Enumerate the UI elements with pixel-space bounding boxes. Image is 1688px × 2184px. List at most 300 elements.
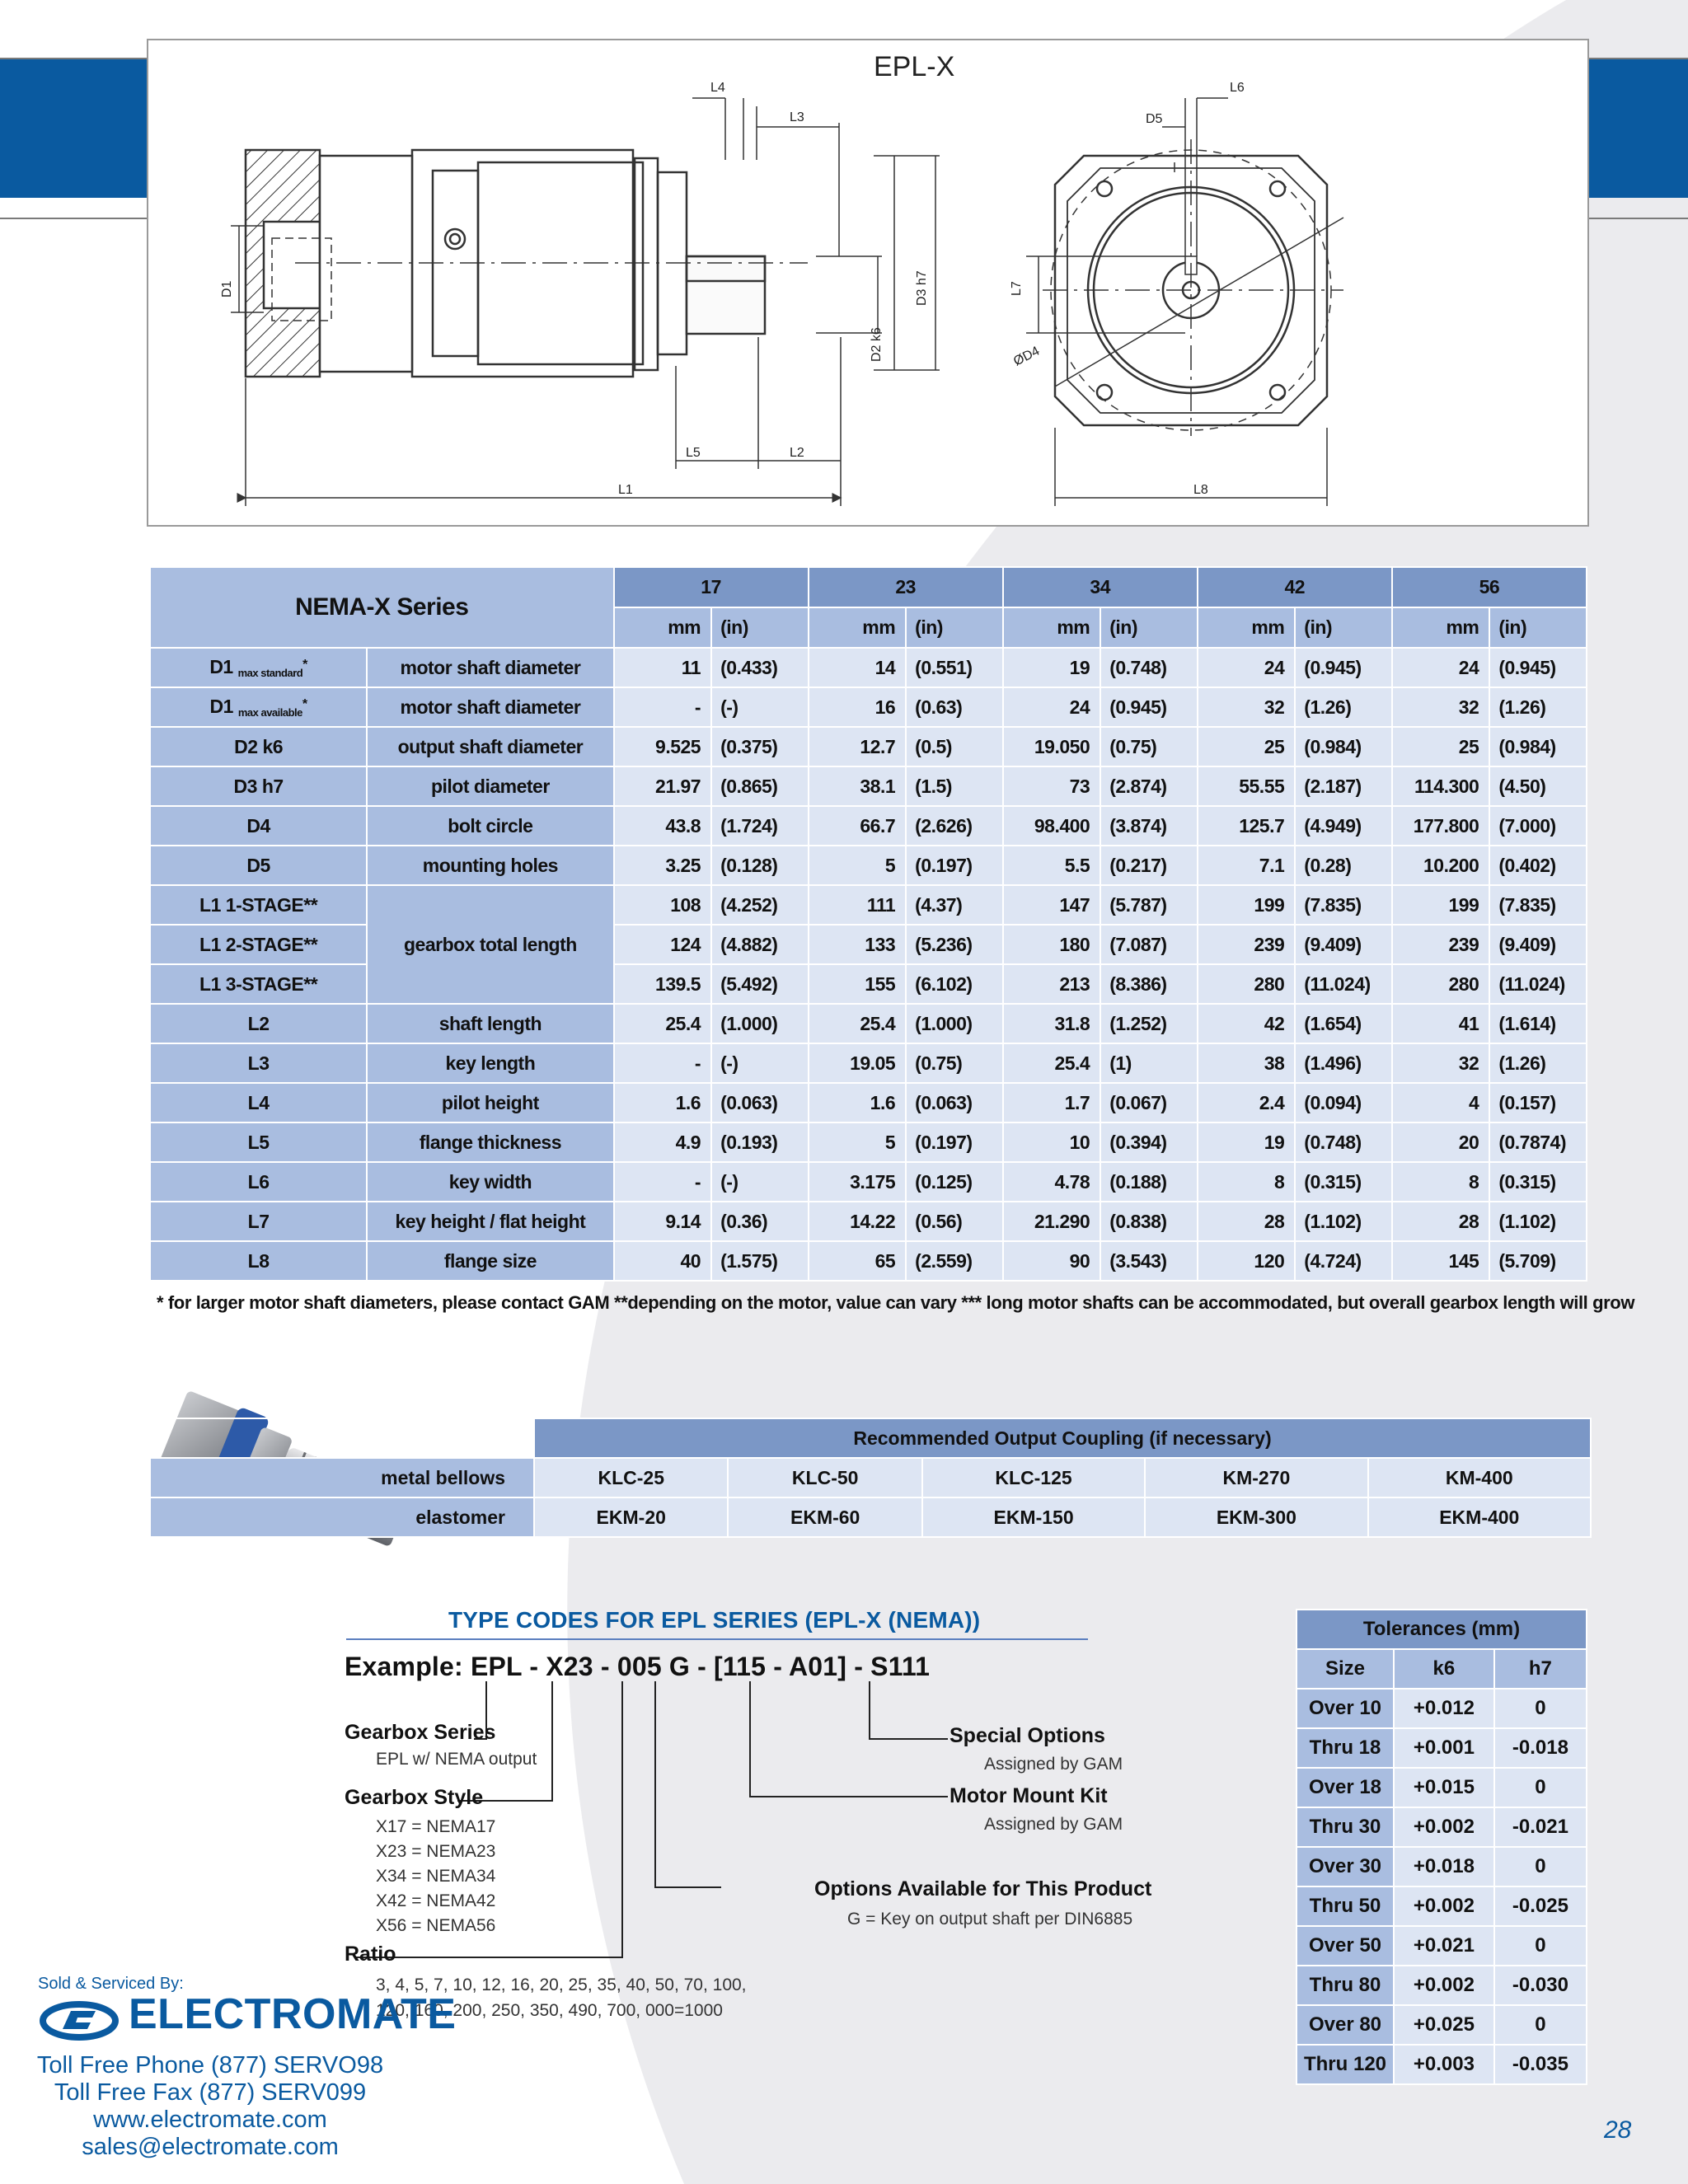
value-mm: 24 (1198, 648, 1296, 687)
row-description: gearbox total length (367, 885, 613, 1004)
dim-label-l1: L1 (618, 483, 633, 497)
value-in: (0.157) (1489, 1083, 1587, 1122)
motor-mount-kit-label: Motor Mount Kit (950, 1784, 1108, 1807)
tolerance-size: Thru 18 (1296, 1728, 1394, 1768)
value-in: (0.984) (1295, 727, 1392, 766)
value-in: (0.75) (906, 1043, 1003, 1083)
tolerance-size: Thru 30 (1296, 1807, 1394, 1847)
special-options-label: Special Options (950, 1724, 1105, 1747)
electromate-logo-text: ELECTROMATE (129, 1990, 457, 2038)
value-in: (4.882) (711, 925, 809, 964)
coupling-cell: KM-270 (1145, 1458, 1367, 1497)
dim-label-d1: D1 (220, 280, 234, 298)
tolerance-value: -0.025 (1494, 1886, 1587, 1926)
series-title: NEMA-X Series (150, 567, 614, 648)
dealer-website[interactable]: www.electromate.com (93, 2107, 327, 2133)
ratio-label: Ratio (345, 1943, 396, 1966)
value-in: (1.000) (711, 1004, 809, 1043)
tolerance-value: +0.025 (1394, 2005, 1494, 2045)
value-in: (1.496) (1295, 1043, 1392, 1083)
tolerances-header: k6 (1394, 1649, 1494, 1689)
gearbox-style-option: X34 = NEMA34 (376, 1867, 496, 1886)
value-mm: 177.800 (1392, 806, 1490, 846)
value-mm: 28 (1198, 1202, 1296, 1241)
unit-in-header: (in) (711, 607, 809, 648)
value-mm: 4.78 (1003, 1162, 1101, 1202)
row-code (150, 648, 367, 687)
row-description: pilot height (367, 1083, 613, 1122)
header-rule (0, 58, 147, 59)
value-mm: 28 (1392, 1202, 1490, 1241)
value-in: (0.197) (906, 846, 1003, 885)
value-mm: 14.22 (809, 1202, 907, 1241)
tolerance-value: 0 (1494, 2005, 1587, 2045)
row-code-text: L1 2-STAGE** (199, 933, 318, 955)
table-row (1296, 1768, 1587, 1807)
value-in: (9.409) (1489, 925, 1587, 964)
row-description: mounting holes (367, 846, 613, 885)
ratio-values: 120, 160, 200, 250, 350, 490, 700, 000=1000 (376, 2001, 723, 2020)
tolerance-value: 0 (1494, 1847, 1587, 1886)
value-in: (11.024) (1489, 964, 1587, 1004)
row-code-text: D3 h7 (233, 775, 284, 797)
tolerance-value: +0.018 (1394, 1847, 1494, 1886)
unit-mm-header: mm (1392, 607, 1490, 648)
value-mm: 73 (1003, 766, 1101, 806)
row-code-text: L1 3-STAGE** (199, 972, 318, 995)
value-mm: 280 (1392, 964, 1490, 1004)
row-code-text: L3 (247, 1052, 270, 1074)
value-in: (0.28) (1295, 846, 1392, 885)
tolerance-value: +0.015 (1394, 1768, 1494, 1807)
tolerance-value: +0.012 (1394, 1689, 1494, 1728)
dealer-email[interactable]: sales@electromate.com (82, 2134, 339, 2160)
value-mm: 19.050 (1003, 727, 1101, 766)
table-row (150, 1083, 1587, 1122)
coupling-cell: EKM-60 (728, 1497, 921, 1537)
value-mm: 3.25 (614, 846, 712, 885)
unit-mm-header: mm (809, 607, 907, 648)
unit-mm-header: mm (614, 607, 712, 648)
technical-drawing (147, 39, 1589, 527)
value-mm: 9.525 (614, 727, 712, 766)
size-header: 23 (809, 567, 1003, 607)
value-mm: 55.55 (1198, 766, 1296, 806)
value-mm: 9.14 (614, 1202, 712, 1241)
value-in: (4.949) (1295, 806, 1392, 846)
value-in: (0.945) (1100, 687, 1198, 727)
unit-mm-header: mm (1198, 607, 1296, 648)
value-in: (0.315) (1489, 1162, 1587, 1202)
size-header: 34 (1003, 567, 1198, 607)
value-mm: 239 (1198, 925, 1296, 964)
row-code (150, 806, 367, 846)
row-code-superscript: * (302, 658, 307, 672)
value-mm: 19.05 (809, 1043, 907, 1083)
value-mm: 14 (809, 648, 907, 687)
row-description: flange thickness (367, 1122, 613, 1162)
value-mm: 32 (1198, 687, 1296, 727)
tolerance-value: 0 (1494, 1926, 1587, 1966)
coupling-cell: EKM-400 (1368, 1497, 1591, 1537)
value-in: (0.945) (1489, 648, 1587, 687)
row-description: shaft length (367, 1004, 613, 1043)
table-row (150, 885, 1587, 925)
value-in: (1.252) (1100, 1004, 1198, 1043)
value-mm: 11 (614, 648, 712, 687)
spec-table-body (150, 648, 1587, 1281)
coupling-cell: KM-400 (1368, 1458, 1591, 1497)
ratio-values: 3, 4, 5, 7, 10, 12, 16, 20, 25, 35, 40, 50, 70, 100, (376, 1975, 747, 1994)
value-in: (1.5) (906, 766, 1003, 806)
value-in: (3.543) (1100, 1241, 1198, 1281)
unit-in-header: (in) (1295, 607, 1392, 648)
type-codes-rule (346, 1638, 1088, 1640)
value-mm: 98.400 (1003, 806, 1101, 846)
value-in: (0.375) (711, 727, 809, 766)
table-row (150, 1241, 1587, 1281)
dim-label-l5: L5 (686, 446, 701, 460)
value-in: (0.984) (1489, 727, 1587, 766)
value-mm: 40 (614, 1241, 712, 1281)
gearbox-style-label: Gearbox Style (345, 1786, 484, 1809)
value-in: (1.26) (1489, 687, 1587, 727)
value-mm: - (614, 687, 712, 727)
value-mm: 4 (1392, 1083, 1490, 1122)
table-row (150, 727, 1587, 766)
value-mm: 199 (1198, 885, 1296, 925)
value-in: (7.835) (1295, 885, 1392, 925)
value-mm: 4.9 (614, 1122, 712, 1162)
row-code-text: L2 (247, 1012, 270, 1034)
value-mm: 20 (1392, 1122, 1490, 1162)
value-in: (0.188) (1100, 1162, 1198, 1202)
size-header: 17 (614, 567, 809, 607)
value-in: (4.252) (711, 885, 809, 925)
dealer-fax: Toll Free Fax (877) SERV099 (54, 2079, 367, 2106)
electromate-logo-icon (38, 1994, 127, 2044)
value-mm: 1.6 (614, 1083, 712, 1122)
value-in: (4.724) (1295, 1241, 1392, 1281)
value-mm: 41 (1392, 1004, 1490, 1043)
row-code (150, 1004, 367, 1043)
value-in: (0.7874) (1489, 1122, 1587, 1162)
tolerance-size: Over 10 (1296, 1689, 1394, 1728)
options-label: Options Available for This Product (814, 1877, 1152, 1900)
value-in: (0.094) (1295, 1083, 1392, 1122)
gearbox-series-label: Gearbox Series (345, 1721, 496, 1744)
value-mm: 10 (1003, 1122, 1101, 1162)
value-in: (-) (711, 687, 809, 727)
value-in: (0.75) (1100, 727, 1198, 766)
row-code (150, 964, 367, 1004)
table-row (1296, 1926, 1587, 1966)
value-mm: 125.7 (1198, 806, 1296, 846)
gearbox-style-option: X56 = NEMA56 (376, 1916, 496, 1935)
value-mm: 21.290 (1003, 1202, 1101, 1241)
value-in: (0.433) (711, 648, 809, 687)
tolerance-value: +0.002 (1394, 1807, 1494, 1847)
tolerance-value: +0.002 (1394, 1886, 1494, 1926)
dim-label-l7: L7 (1010, 281, 1024, 296)
value-in: (5.709) (1489, 1241, 1587, 1281)
row-code-text: D1 (209, 656, 233, 677)
value-in: (7.835) (1489, 885, 1587, 925)
value-mm: 280 (1198, 964, 1296, 1004)
tolerance-size: Over 80 (1296, 2005, 1394, 2045)
value-in: (0.067) (1100, 1083, 1198, 1122)
value-mm: 108 (614, 885, 712, 925)
table-row (150, 1004, 1587, 1043)
value-in: (0.551) (906, 648, 1003, 687)
value-mm: 66.7 (809, 806, 907, 846)
drawing-svg (148, 40, 1591, 528)
value-in: (1.724) (711, 806, 809, 846)
header-band-left (0, 59, 147, 198)
value-mm: 239 (1392, 925, 1490, 964)
unit-in-header: (in) (1100, 607, 1198, 648)
row-code-text: D4 (246, 814, 270, 837)
row-code-text: D2 k6 (234, 735, 284, 757)
value-in: (1.26) (1295, 687, 1392, 727)
table-row (150, 766, 1587, 806)
row-description: key height / flat height (367, 1202, 613, 1241)
value-in: (0.36) (711, 1202, 809, 1241)
value-mm: 16 (809, 687, 907, 727)
value-mm: 3.175 (809, 1162, 907, 1202)
value-mm: 180 (1003, 925, 1101, 964)
row-description: pilot diameter (367, 766, 613, 806)
gearbox-style-option: X17 = NEMA17 (376, 1817, 496, 1836)
type-codes-title: TYPE CODES FOR EPL SERIES (EPL-X (NEMA)) (448, 1607, 981, 1633)
coupling-cell: EKM-20 (534, 1497, 728, 1537)
value-mm: 24 (1003, 687, 1101, 727)
value-mm: 2.4 (1198, 1083, 1296, 1122)
spec-footnote: * for larger motor shaft diameters, please contact GAM **depending on the motor, value can vary *** long motor shafts can be accommodated, but overall gearbox length will grow (157, 1292, 1635, 1313)
size-header: 42 (1198, 567, 1392, 607)
table-row (1296, 1966, 1587, 2005)
tolerance-value: -0.021 (1494, 1807, 1587, 1847)
tolerance-size: Thru 120 (1296, 2045, 1394, 2084)
value-in: (2.874) (1100, 766, 1198, 806)
table-row (150, 846, 1587, 885)
table-row (1296, 2045, 1587, 2084)
coupling-cell: EKM-300 (1145, 1497, 1367, 1537)
dim-label-l4: L4 (710, 81, 725, 95)
row-code-text: L4 (247, 1091, 270, 1113)
value-in: (0.315) (1295, 1162, 1392, 1202)
row-code (150, 1202, 367, 1241)
value-mm: 65 (809, 1241, 907, 1281)
value-in: (0.063) (906, 1083, 1003, 1122)
dim-label-l6: L6 (1230, 81, 1245, 95)
tolerance-size: Over 30 (1296, 1847, 1394, 1886)
tolerances-header: h7 (1494, 1649, 1587, 1689)
value-in: (0.63) (906, 687, 1003, 727)
type-code-example: Example: EPL - X23 - 005 G - [115 - A01] - S111 (345, 1652, 931, 1681)
value-in: (0.5) (906, 727, 1003, 766)
table-row (1296, 1886, 1587, 1926)
value-in: (4.37) (906, 885, 1003, 925)
value-mm: 199 (1392, 885, 1490, 925)
value-mm: 5.5 (1003, 846, 1101, 885)
value-mm: 24 (1392, 648, 1490, 687)
tolerance-value: +0.001 (1394, 1728, 1494, 1768)
row-code (150, 1122, 367, 1162)
spec-table (149, 566, 1587, 1282)
header-band-right (1589, 59, 1688, 198)
row-description: output shaft diameter (367, 727, 613, 766)
row-description: key width (367, 1162, 613, 1202)
table-row (1296, 1847, 1587, 1886)
value-mm: 10.200 (1392, 846, 1490, 885)
value-in: (2.626) (906, 806, 1003, 846)
value-mm: 43.8 (614, 806, 712, 846)
value-in: (1.000) (906, 1004, 1003, 1043)
dim-label-d5: D5 (1146, 112, 1163, 126)
value-mm: 25.4 (614, 1004, 712, 1043)
row-code-text: L7 (247, 1210, 270, 1232)
table-row (150, 1202, 1587, 1241)
value-mm: 8 (1392, 1162, 1490, 1202)
row-description: motor shaft diameter (367, 648, 613, 687)
tolerances-title: Tolerances (mm) (1296, 1610, 1587, 1649)
row-code (150, 1043, 367, 1083)
value-in: (0.394) (1100, 1122, 1198, 1162)
value-mm: 31.8 (1003, 1004, 1101, 1043)
value-mm: 213 (1003, 964, 1101, 1004)
value-in: (0.193) (711, 1122, 809, 1162)
value-in: (-) (711, 1043, 809, 1083)
dim-label-l2: L2 (790, 446, 804, 460)
row-code (150, 1083, 367, 1122)
value-in: (2.559) (906, 1241, 1003, 1281)
header-rule (1589, 218, 1688, 219)
row-code-text: L6 (247, 1170, 270, 1193)
tolerance-value: +0.003 (1394, 2045, 1494, 2084)
value-in: (1) (1100, 1043, 1198, 1083)
value-mm: 21.97 (614, 766, 712, 806)
value-mm: 111 (809, 885, 907, 925)
row-description: key length (367, 1043, 613, 1083)
value-mm: 25 (1198, 727, 1296, 766)
header-rule (0, 218, 147, 219)
value-mm: 7.1 (1198, 846, 1296, 885)
row-code (150, 766, 367, 806)
value-mm: - (614, 1043, 712, 1083)
table-row (150, 925, 1587, 964)
value-mm: 139.5 (614, 964, 712, 1004)
motor-mount-kit-detail: Assigned by GAM (984, 1815, 1123, 1834)
value-in: (1.575) (711, 1241, 809, 1281)
tolerance-size: Over 18 (1296, 1768, 1394, 1807)
dim-label-d4: ØD4 (1011, 344, 1043, 369)
row-description: motor shaft diameter (367, 687, 613, 727)
value-mm: 25.4 (809, 1004, 907, 1043)
value-mm: 1.6 (809, 1083, 907, 1122)
value-in: (5.236) (906, 925, 1003, 964)
value-mm: 120 (1198, 1241, 1296, 1281)
row-code-subscript: max standard (237, 667, 303, 679)
table-row (150, 964, 1587, 1004)
unit-mm-header: mm (1003, 607, 1101, 648)
value-in: (2.187) (1295, 766, 1392, 806)
row-code-text: L1 1-STAGE** (199, 893, 318, 916)
value-in: (0.865) (711, 766, 809, 806)
tolerance-value: 0 (1494, 1689, 1587, 1728)
table-row (150, 687, 1587, 727)
value-in: (4.50) (1489, 766, 1587, 806)
row-code (150, 846, 367, 885)
value-mm: 124 (614, 925, 712, 964)
value-in: (0.063) (711, 1083, 809, 1122)
dim-label-l3: L3 (790, 110, 804, 124)
tolerance-value: -0.035 (1494, 2045, 1587, 2084)
table-row (150, 806, 1587, 846)
coupling-cell: KLC-25 (534, 1458, 728, 1497)
value-mm: 1.7 (1003, 1083, 1101, 1122)
row-code (150, 727, 367, 766)
value-in: (8.386) (1100, 964, 1198, 1004)
tolerances-header: Size (1296, 1649, 1394, 1689)
value-in: (0.838) (1100, 1202, 1198, 1241)
value-in: (11.024) (1295, 964, 1392, 1004)
table-row (1296, 1728, 1587, 1768)
table-row (150, 648, 1587, 687)
value-in: (0.197) (906, 1122, 1003, 1162)
unit-in-header: (in) (1489, 607, 1587, 648)
tolerance-size: Thru 80 (1296, 1966, 1394, 2005)
value-mm: - (614, 1162, 712, 1202)
drawing-title: EPL-X (874, 51, 955, 82)
coupling-cell: KLC-50 (728, 1458, 921, 1497)
row-code (150, 687, 367, 727)
value-mm: 5 (809, 846, 907, 885)
value-mm: 19 (1198, 1122, 1296, 1162)
value-mm: 38.1 (809, 766, 907, 806)
table-row (1296, 2005, 1587, 2045)
table-row (1296, 1689, 1587, 1728)
value-mm: 155 (809, 964, 907, 1004)
row-code-subscript: max available (237, 706, 302, 719)
row-code (150, 1241, 367, 1281)
value-mm: 38 (1198, 1043, 1296, 1083)
value-in: (3.874) (1100, 806, 1198, 846)
value-in: (1.26) (1489, 1043, 1587, 1083)
tolerance-value: -0.018 (1494, 1728, 1587, 1768)
value-in: (9.409) (1295, 925, 1392, 964)
value-mm: 42 (1198, 1004, 1296, 1043)
dealer-phone: Toll Free Phone (877) SERVO98 (36, 2052, 384, 2079)
value-in: (0.748) (1295, 1122, 1392, 1162)
row-code (150, 925, 367, 964)
value-mm: 25.4 (1003, 1043, 1101, 1083)
table-row (150, 1497, 1591, 1537)
dim-label-l8: L8 (1193, 483, 1208, 497)
page-number: 28 (1604, 2116, 1632, 2144)
row-code-text: D1 (209, 696, 233, 717)
value-in: (1.614) (1489, 1004, 1587, 1043)
tolerance-value: +0.002 (1394, 1966, 1494, 2005)
dim-label-d2: D2 k6 (870, 327, 884, 362)
row-code-text: D5 (246, 854, 270, 876)
value-in: (0.128) (711, 846, 809, 885)
row-code-text: L5 (247, 1131, 270, 1153)
table-row (150, 1043, 1587, 1083)
table-row (1296, 1807, 1587, 1847)
value-mm: 90 (1003, 1241, 1101, 1281)
value-in: (1.102) (1295, 1202, 1392, 1241)
